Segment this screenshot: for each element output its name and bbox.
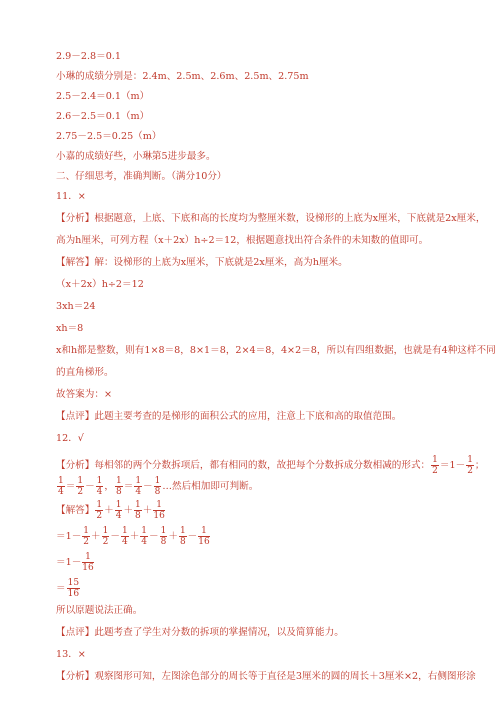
equation-line: xh＝8 (56, 323, 84, 334)
comment-text: 【点评】此题主要考查的是梯形的面积公式的应用，注意上下底和高的取值范围。 (56, 411, 402, 422)
solution-text: 的直角梯形。 (56, 367, 114, 378)
question-number: 12．√ (56, 433, 84, 444)
fraction: $\frac{1}{2}$ (432, 455, 438, 476)
text-line: 2.6－2.5＝0.1（m） (56, 111, 150, 122)
text-line: 2.75－2.5＝0.25（m） (56, 131, 162, 142)
fraction-example-row: $\frac{1}{4}$ ＝ $\frac{1}{2}$ － $\frac{1}{4}$ ， $\frac{1}{8}$ ＝ $\frac{1}{4}$ － $\frac{1}{8}$ …然后相加即可判断。 (58, 476, 259, 497)
solution-expand-row: ＝1－ $\frac{1}{2}$ ＋ $\frac{1}{2}$ － $\frac{1}{4}$ ＋ $\frac{1}{4}$ － $\frac{1}{8}$ ＋ $\frac{1}{8}$ － $\frac{1}{16}$ (56, 526, 210, 547)
solution-simplify-row: ＝1－ $\frac{1}{16}$ (56, 552, 94, 573)
section-heading: 二、仔细思考，准确判断。（满分10分） (56, 171, 227, 182)
comment-text: 【点评】此题考查了学生对分数的拆项的掌握情况，以及简算能力。 (56, 627, 344, 638)
equation-line: （x＋2x）h÷2＝12 (56, 279, 144, 290)
answer-line: 故答案为：× (56, 389, 113, 400)
equation-line: 3xh＝24 (56, 301, 96, 312)
fraction: $\frac{1}{2}$ (467, 455, 473, 476)
solution-result-row: ＝ $\frac{15}{16}$ (56, 578, 80, 599)
conclusion-text: 所以原题说法正确。 (56, 605, 143, 616)
analysis-text: 【分析】观察图形可知，左图涂色部分的周长等于直径是3厘米的圆的周长＋3厘米×2，右侧图形涂 (56, 671, 476, 682)
analysis-text: 高为h厘米，可列方程（x＋2x）h÷2＝12，根据题意找出符合条件的未知数的值即可。 (56, 235, 429, 246)
analysis-text: 【分析】根据题意，上底、下底和高的长度均为整厘米数，设梯形的上底为x厘米，下底就是2x厘米， (56, 213, 486, 224)
solution-text: 【解答】解：设梯形的上底为x厘米，下底就是2x厘米，高为h厘米。 (56, 257, 348, 268)
analysis-label: 【分析】每相邻的两个分数拆项后，都有相同的数，故把每个分数拆成分数相减的形式： (56, 459, 431, 471)
question-number: 13．× (56, 649, 86, 660)
text-line: 2.5－2.4＝0.1（m） (56, 91, 150, 102)
question-number: 11．× (56, 191, 86, 202)
text-line: 小嘉的成绩好些，小琳第5进步最多。 (56, 151, 216, 162)
text-line: 2.9－2.8＝0.1 (56, 51, 121, 62)
solution-text: x和h都是整数，则有1×8＝8，8×1＝8，2×4＝8，4×2＝8，所以有四组数据，也就是有4种这样不同 (56, 345, 496, 356)
solution-sum-row: 【解答】 $\frac{1}{2}$ ＋ $\frac{1}{4}$ ＋ $\frac{1}{8}$ ＋ $\frac{1}{16}$ (56, 500, 165, 521)
text-line: 小琳的成绩分别是：2.4m、2.5m、2.6m、2.5m、2.75m (56, 71, 309, 82)
analysis-text: 【分析】每相邻的两个分数拆项后，都有相同的数，故把每个分数拆成分数相减的形式： $\frac{1}{2}$ ＝1－ $\frac{1}{2}$ ； (56, 455, 485, 476)
